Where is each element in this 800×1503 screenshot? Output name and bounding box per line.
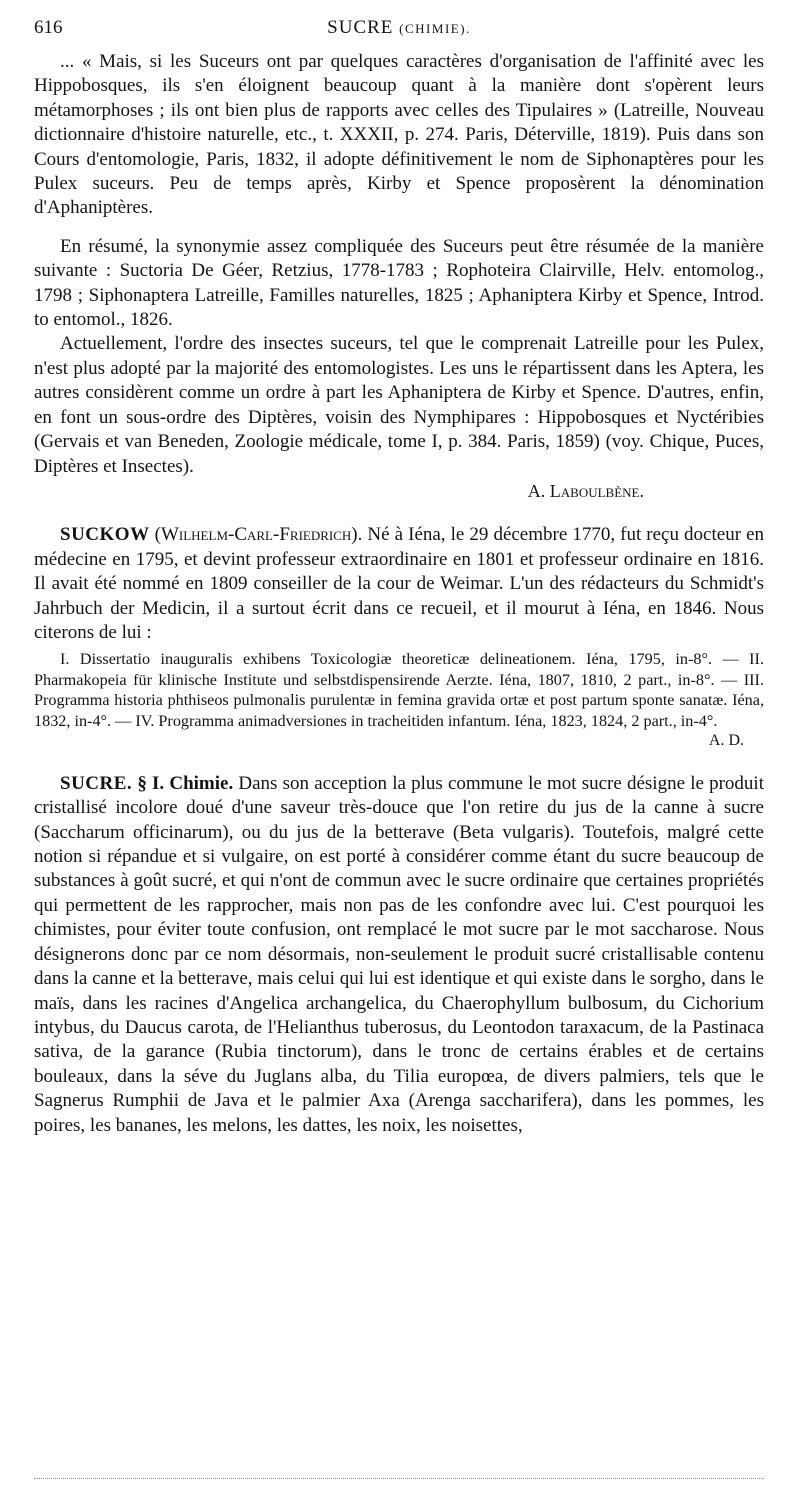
- synonymy-paragraph: En résumé, la synonymie assez compliquée des Suceurs peut être résumée de la manière suivante : Suctoria De Géer, Retzius, 1778-1783 ; Rophoteira Clairville, Helv. entomolog., 1798 ; Siphonaptera Latreille, Familles naturelles, 1825 ; Aphaniptera Kirby et Spence, Introd. to entomol., 1826.: [34, 235, 764, 331]
- footer-rule: [34, 1478, 764, 1479]
- spacer: [34, 221, 764, 235]
- running-head-title: SUCRE: [327, 17, 394, 38]
- suckow-headword: SUCKOW: [60, 524, 150, 546]
- spacer: [34, 752, 764, 772]
- latreille-quote-paragraph: ... « Mais, si les Suceurs ont par quelques caractères d'organisation de l'affinité avec les Hippobosques, ils s'en éloignent beaucoup quant à la manière dont s'opèrent leurs métamorphoses ; ils ont bien plus de rapports avec celles des Tipulaires » (Latreille, Nouveau dictionnaire d'histoire naturelle, etc., t. XXXII, p. 274. Paris, Déterville, 1819). Puis dans son Cours d'entomologie, Paris, 1832, il adopte définitivement le nom de Siphonaptères pour les Pulex suceurs. Peu de temps après, Kirby et Spence proposèrent la dénomination d'Aphaniptères.: [34, 51, 764, 219]
- sucre-section-heading: § I. Chimie.: [137, 772, 234, 794]
- running-head: [34, 16, 764, 41]
- running-head-subtitle: (CHIMIE).: [399, 21, 471, 36]
- classification-paragraph: Actuellement, l'ordre des insectes suceurs, tel que le comprenait Latreille pour les Pulex, n'est plus adopté par la majorité des entomologistes. Les uns le répartissent dans les Aptera, les autres considèrent comme un ordre à part les Aphaniptera de Kirby et Spence. D'autres, enfin, en font un sous-ordre des Diptères, voisin des Nymphipares : Hippobosques et Nyctéribies (Gervais et van Beneden, Zoologie médicale, tome I, p. 384. Paris, 1859) (voy. Chique, Puces, Diptères et Insectes).: [34, 333, 764, 477]
- page-number: 616: [34, 17, 63, 38]
- works-text: I. Dissertatio inauguralis exhibens Toxicologiæ theoreticæ delineationem. Iéna, 1795, in-8°. — II. Pharmakopeia für klinische Institute und selbstdispensirende Aerzte. Iéna, 1807, 1810, 2 part., in-8°. — III. Programma historia phthiseos pulmonalis purulentæ in femina gravida ortæ et post partum sponte sanatæ. Iéna, 1832, in-4°. — IV. Programma animadversiones in tracheitiden infantum. Iéna, 1823, 1824, 2 part., in-4°.: [34, 650, 764, 730]
- page-header: [34, 16, 764, 44]
- suckow-entry: [34, 523, 764, 645]
- sucre-entry: [34, 772, 764, 1138]
- sucre-headword: SUCRE.: [60, 772, 133, 794]
- author-signature-laboulbene: A. Laboulbène.: [527, 480, 644, 501]
- suckow-given-names: (Wilhelm-Carl-Friedrich).: [154, 524, 363, 546]
- suckow-text: Né à Iéna, le 29 décembre 1770, fut reçu docteur en médecine en 1795, et devint professeur extraordinaire en 1801 et professeur ordinaire en 1816. Il avait été nommé en 1809 conseiller de la cour de Weimar. L'un des rédacteurs du Schmidt's Jahrbuch der Medicin, il a surtout écrit dans ce recueil, et il mourut à Iéna, en 1846. Nous citerons de lui :: [34, 524, 765, 643]
- author-signature-ad: A. D.: [708, 732, 744, 750]
- sucre-text: Dans son acception la plus commune le mot sucre désigne le produit cristallisé incolore doué d'une saveur très-douce que l'on retire du jus de la canne à sucre (Saccharum officinarum), ou du jus de la betterave (Beta vulgaris). Toutefois, malgré cette notion si répandue et si vulgaire, on est porté à considérer comme étant du sucre beaucoup de substances à goût sucré, et qui n'ont de commun avec le sucre ordinaire que certaines propriétés qui permettent de les rapprocher, mais non pas de les confondre avec lui. C'est pourquoi les chimistes, pour éviter toute confusion, ont remplacé le mot sucre par le mot saccharose. Nous désignerons donc par ce nom désormais, non-seulement le produit sucré cristallisable contenu dans la canne et la betterave, mais celui qui lui est identique et qui existe dans le sorgho, dans le maïs, dans les racines d'Angelica archangelica, du Chaerophyllum bulbosum, du Cichorium intybus, du Daucus carota, de l'Helianthus tuberosus, du Leontodon taraxacum, de la Pastinaca sativa, de la garance (Rubia tinctorum), dans le tronc de certains érables et de certains bouleaux, dans la séve du Juglans alba, du Tilia europœa, de divers palmiers, tels que le Sagnerus Rumphii de Java et le palmier Axa (Arenga saccharifera), dans les pommes, les poires, les bananes, les melons, les dattes, les noix, les noisettes,: [34, 772, 764, 1136]
- suckow-works-list: [34, 649, 764, 750]
- spacer: [34, 503, 764, 523]
